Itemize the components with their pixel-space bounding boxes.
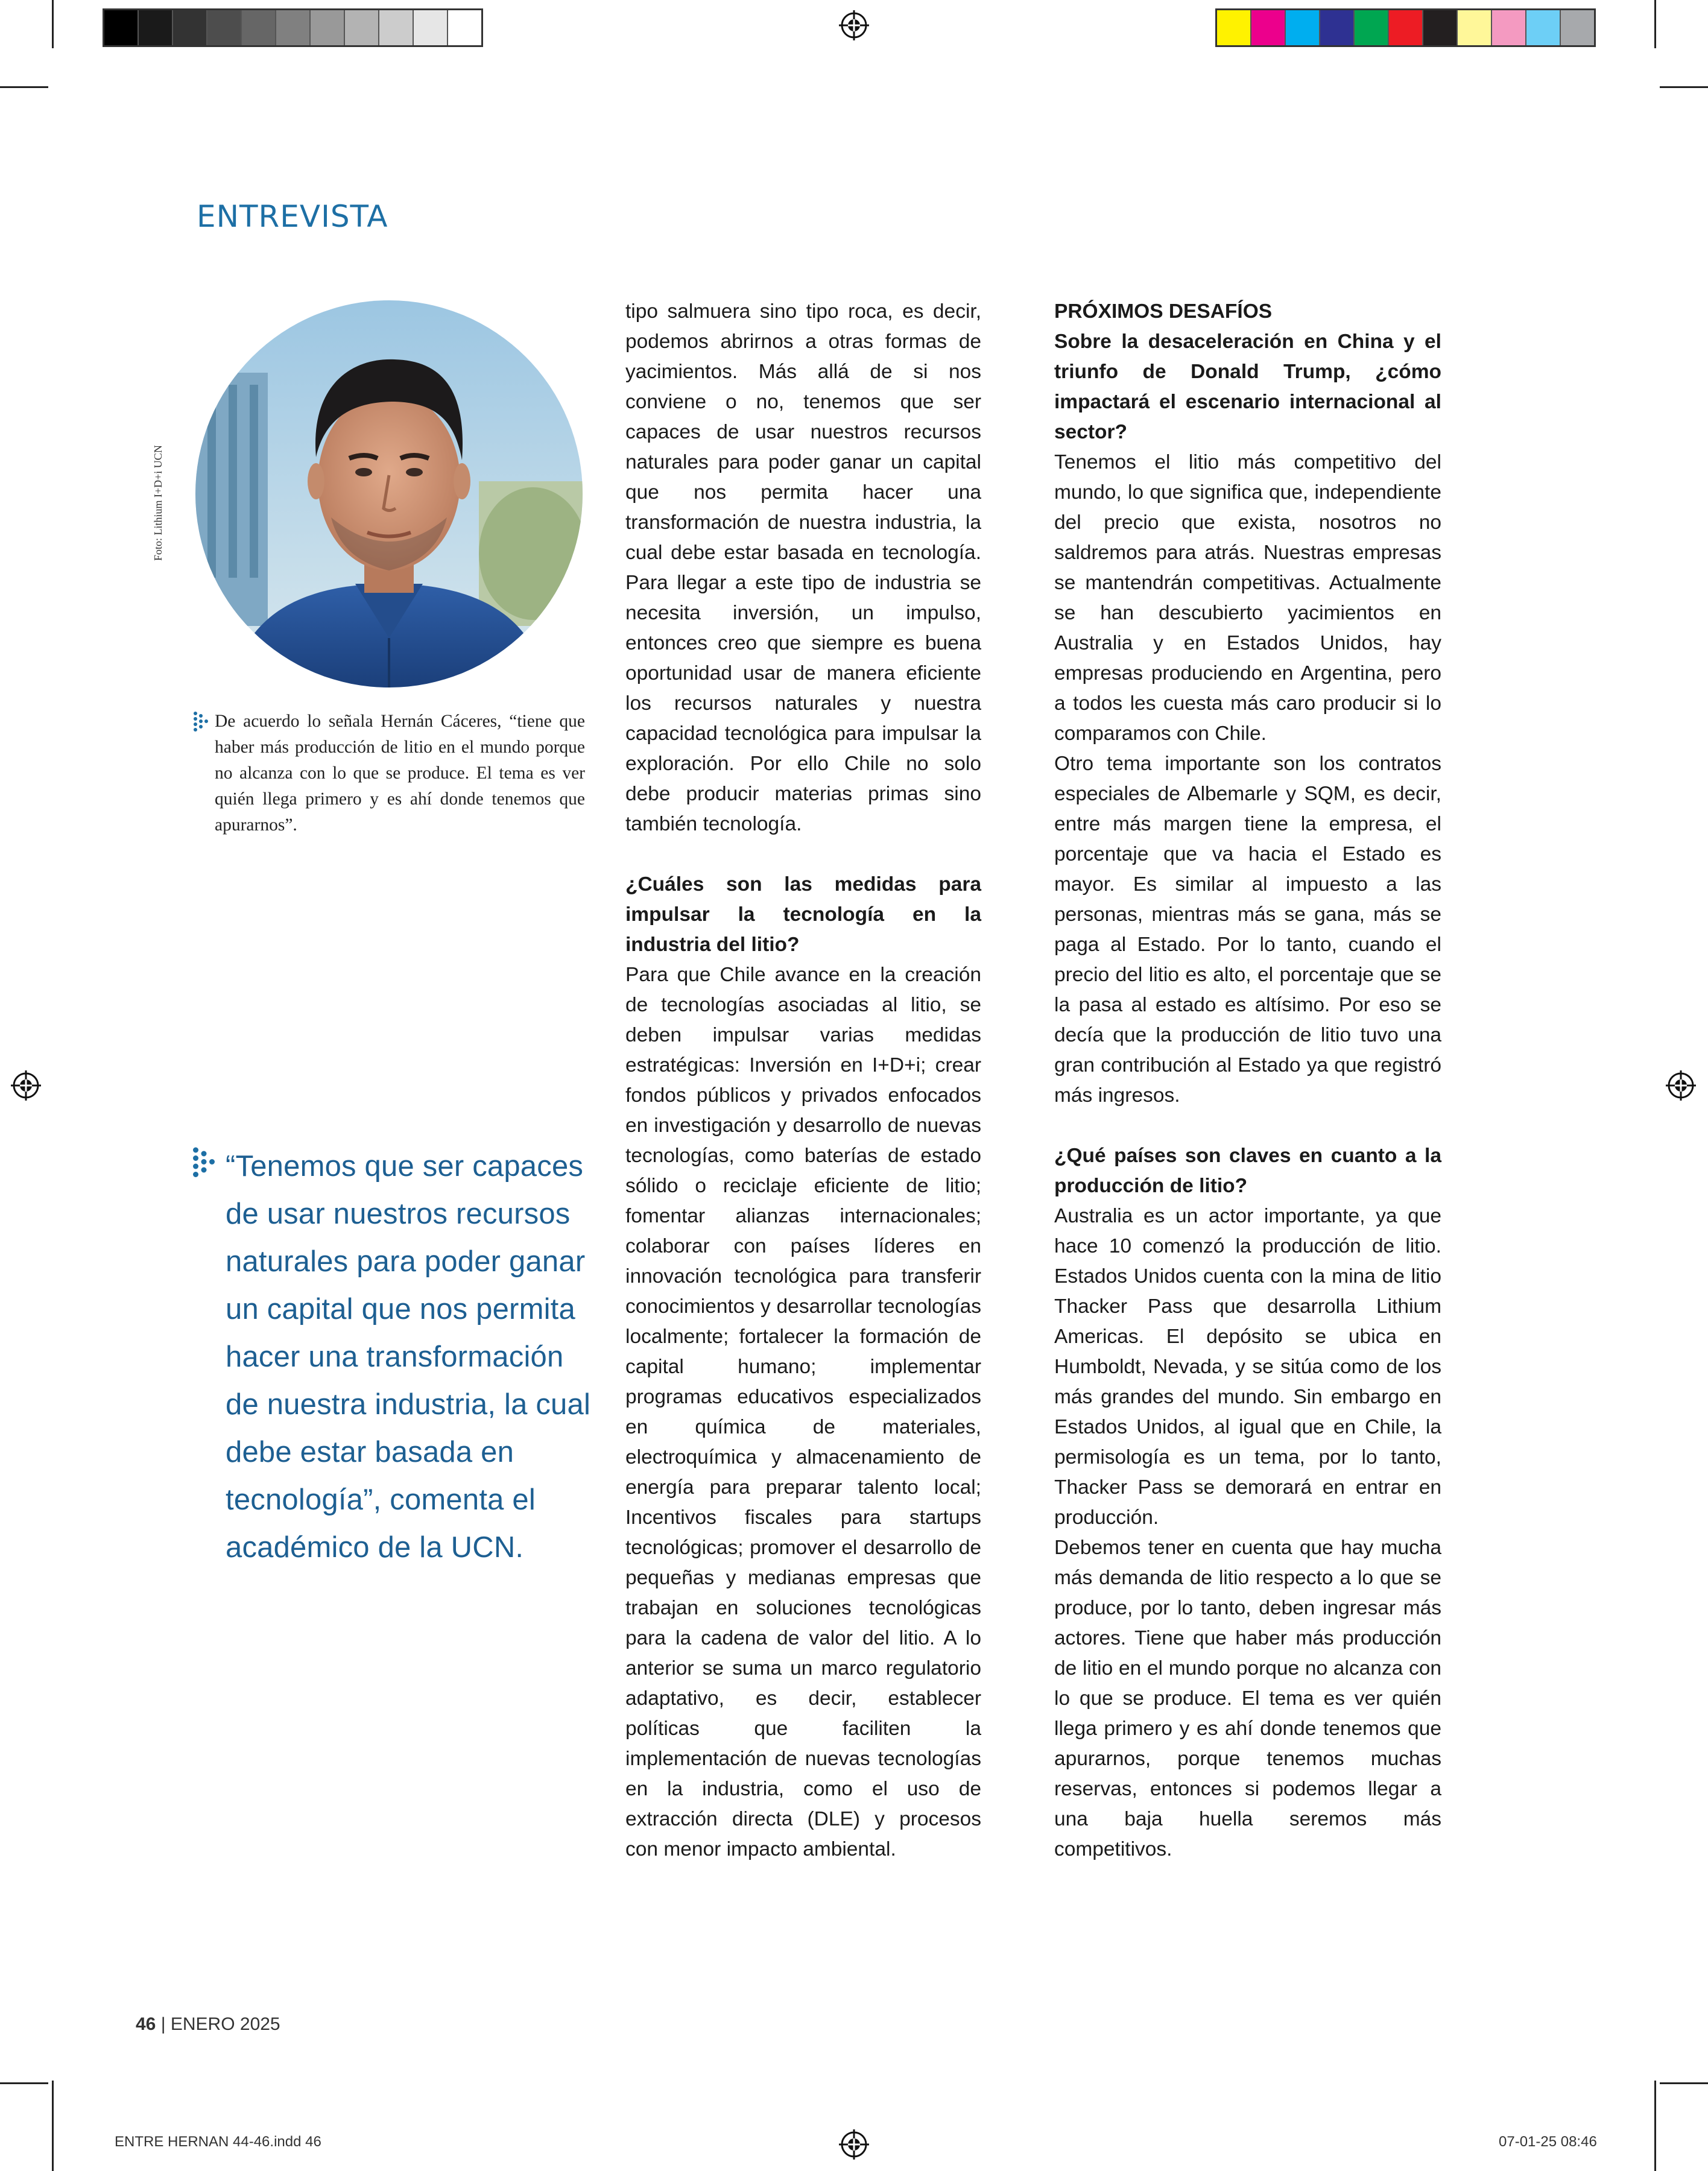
paragraph: Australia es un actor importante, ya que hace 10 comenzó la producción de litio. Estados Unidos cuenta con la mina de litio Thacker Pass que desarrolla Lithium Americas. El depósito se ubica en Humboldt, Nevada, y se sitúa como de los más grandes del mundo. Sin embargo en Estados Unidos, al igual que en Chile, la permisología es un tema, por lo tanto, Thacker Pass se demorará en entrar en producción. bbox=[1054, 1205, 1441, 1529]
crop-mark bbox=[52, 2081, 54, 2171]
article-column-2 bbox=[625, 297, 981, 1865]
gray-swatch bbox=[345, 10, 379, 45]
gray-swatch bbox=[311, 10, 345, 45]
caption-text: De acuerdo lo señala Hernán Cáceres, “tiene que haber más producción de litio en el mundo porque no alcanza con lo que se produce. El tema es ver quién llega primero y es ahí donde tenemos que apurarnos”. bbox=[215, 712, 585, 835]
color-swatch bbox=[1217, 10, 1251, 45]
page-folio bbox=[136, 2014, 280, 2035]
gray-swatch bbox=[276, 10, 311, 45]
section-label: ENTREVISTA bbox=[197, 199, 388, 234]
article-column-3 bbox=[1054, 297, 1441, 1865]
crop-mark bbox=[1654, 2081, 1656, 2171]
photo-credit: Foto: Lithium I+D+i UCN bbox=[152, 445, 164, 561]
slug-file-name: ENTRE HERNAN 44-46.indd 46 bbox=[115, 2134, 321, 2150]
question-heading: Sobre la desaceleración en China y el triunfo de Donald Trump, ¿cómo impactará el escenario internacional al sector? bbox=[1054, 330, 1441, 443]
color-swatch bbox=[1492, 10, 1526, 45]
color-swatch bbox=[1526, 10, 1561, 45]
paragraph: Para que Chile avance en la creación de tecnologías asociadas al litio, se deben impulsar varias medidas estratégicas: Inversión en I+D+i; crear fondos públicos y privados enfocados en investigación y desarrollo de nuevas tecnologías, como baterías de estado sólido o reciclaje eficiente de litio; fomentar alianzas internacionales; colaborar con países líderes en innovación tecnológica para transferir conocimientos y desarrollar tecnologías localmente; fortalecer la formación de capital humano; implementar programas educativos especializados en química de materiales, electroquímica y almacenamiento de energía para preparar talento local; Incentivos fiscales para startups tecnológicas; promover el desarrollo de pequeñas y medianas empresas que trabajan en soluciones tecnológicas para la cadena de valor del litio. A lo anterior se suma un marco regulatorio adaptativo, es decir, establecer políticas que faciliten la implementación de nuevas tecnologías en la industria, como el uso de extracción directa (DLE) y procesos con menor impacto ambiental. bbox=[625, 964, 981, 1860]
color-swatch bbox=[1251, 10, 1286, 45]
color-swatch bbox=[1286, 10, 1320, 45]
crop-mark bbox=[0, 2082, 48, 2084]
pull-quote bbox=[192, 1143, 602, 1572]
subsection-kicker: PRÓXIMOS DESAFÍOS bbox=[1054, 300, 1273, 323]
color-swatch-bar bbox=[1215, 8, 1596, 47]
dots-bullet-icon bbox=[192, 1146, 216, 1179]
gray-swatch bbox=[139, 10, 173, 45]
pull-quote-text: “Tenemos que ser capaces de usar nuestros recursos naturales para poder ganar un capital que nos permita hacer una transformación de nuestra industria, la cual debe estar basada en tecnología”, comenta el académico de la UCN. bbox=[226, 1150, 591, 1564]
page-number: 46 bbox=[136, 2014, 156, 2034]
registration-mark-icon bbox=[839, 10, 869, 40]
color-swatch bbox=[1320, 10, 1355, 45]
registration-mark-icon bbox=[11, 1070, 41, 1101]
portrait-photo bbox=[195, 300, 583, 687]
gray-swatch bbox=[173, 10, 207, 45]
registration-mark-icon bbox=[839, 2129, 869, 2160]
gray-swatch bbox=[207, 10, 242, 45]
gray-swatch bbox=[379, 10, 414, 45]
color-swatch bbox=[1561, 10, 1594, 45]
gray-swatch bbox=[242, 10, 276, 45]
crop-mark bbox=[1654, 0, 1656, 48]
paragraph: Otro tema importante son los contratos especiales de Albemarle y SQM, es decir, entre más margen tiene la empresa, el porcentaje que va hacia el Estado es mayor. Es similar al impuesto a las personas, mientras más se gana, más se paga al Estado. Por lo tanto, cuando el precio del litio es alto, el porcentaje que se la pasa al estado es altísimo. Por eso se decía que la producción de litio tuvo una gran contribución al Estado ya que registró más ingresos. bbox=[1054, 753, 1441, 1107]
slug-timestamp: 07-01-25 08:46 bbox=[1499, 2134, 1597, 2150]
gray-swatch bbox=[448, 10, 481, 45]
crop-mark bbox=[1660, 2082, 1708, 2084]
question-heading: ¿Qué países son claves en cuanto a la producción de litio? bbox=[1054, 1145, 1441, 1197]
gray-swatch bbox=[414, 10, 448, 45]
question-heading: ¿Cuáles son las medidas para impulsar la tecnología en la industria del litio? bbox=[625, 873, 981, 956]
crop-mark bbox=[1660, 86, 1708, 88]
photo-caption bbox=[193, 709, 585, 838]
gray-swatch bbox=[104, 10, 139, 45]
dots-bullet-icon bbox=[193, 711, 209, 733]
color-swatch bbox=[1389, 10, 1423, 45]
issue-date: ENERO 2025 bbox=[170, 2014, 280, 2034]
paragraph: Debemos tener en cuenta que hay mucha más demanda de litio respecto a lo que se produce, por lo tanto, deben ingresar más actores. Tiene que haber más producción de litio en el mundo porque no alcanza con lo que se produce. El tema es ver quién llega primero y es ahí donde tenemos que apurarnos, porque tenemos muchas reservas, entonces si podemos llegar a una baja huella seremos más competitivos. bbox=[1054, 1537, 1441, 1860]
paragraph: tipo salmuera sino tipo roca, es decir, podemos abrirnos a otras formas de yacimientos. Más allá de si nos conviene o no, tenemos que ser capaces de usar nuestros recursos naturales para poder ganar un capital que nos permita hacer una transformación de nuestra industria, la cual debe estar basada en tecnología. Para llegar a este tipo de industria se necesita inversión, un impulso, entonces creo que siempre es buena oportunidad usar de manera eficiente los recursos naturales y nuestra capacidad tecnológica para impulsar la exploración. Por ello Chile no solo debe producir materias primas sino también tecnología. bbox=[625, 300, 981, 835]
crop-mark bbox=[52, 0, 54, 48]
color-swatch bbox=[1458, 10, 1492, 45]
folio-separator: | bbox=[160, 2014, 166, 2034]
gray-swatch-bar bbox=[103, 8, 483, 47]
registration-mark-icon bbox=[1666, 1070, 1696, 1101]
color-swatch bbox=[1355, 10, 1389, 45]
crop-mark bbox=[0, 86, 48, 88]
paragraph: Tenemos el litio más competitivo del mundo, lo que significa que, independiente del precio que exista, nosotros no saldremos para atrás. Nuestras empresas se mantendrán competitivas. Actualmente se han descubierto yacimientos en Australia y en Estados Unidos, hay empresas produciendo en Argentina, pero a todos les cuesta más caro producir si lo comparamos con Chile. bbox=[1054, 451, 1441, 745]
color-swatch bbox=[1423, 10, 1458, 45]
